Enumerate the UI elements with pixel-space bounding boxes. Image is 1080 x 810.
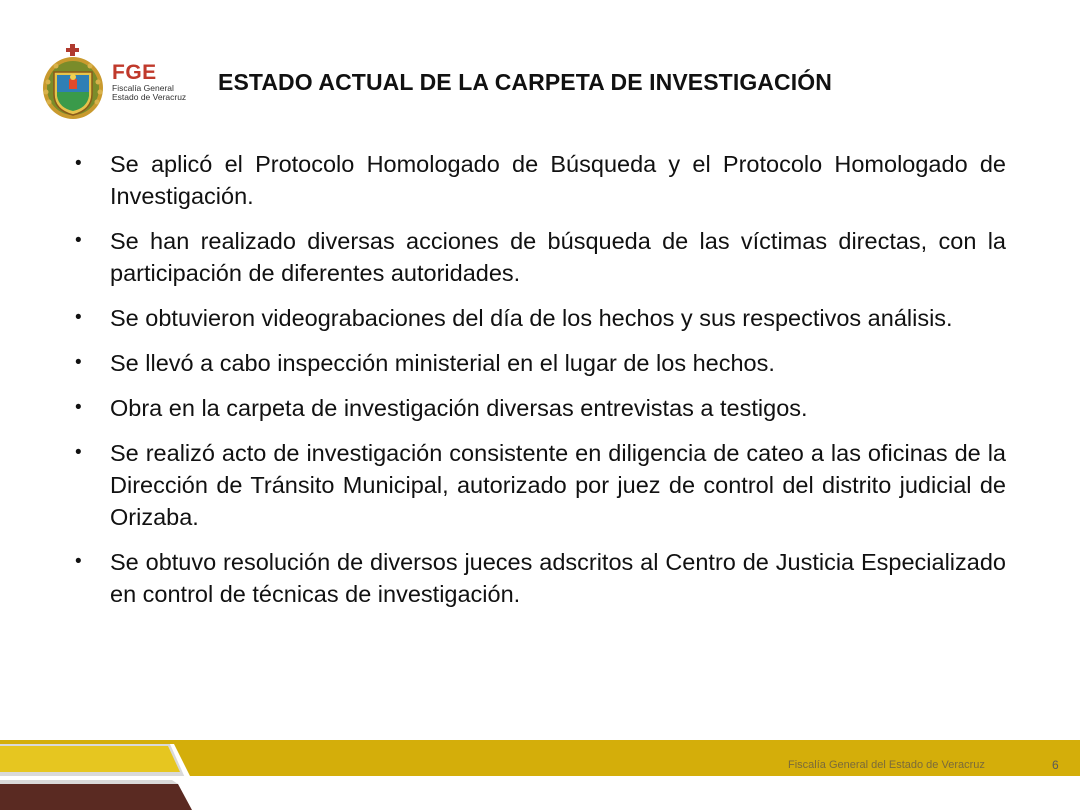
bullet-dot-icon: •: [75, 442, 82, 463]
bullet-dot-icon: •: [75, 153, 82, 174]
bullet-dot-icon: •: [75, 551, 82, 572]
bullet-text: Se han realizado diversas acciones de búsqueda de las víctimas directas, con la participación de diferentes autoridades.: [110, 228, 1006, 286]
bullet-list: [72, 148, 1006, 623]
page-number: 6: [1052, 758, 1059, 772]
bullet-item: [72, 347, 1006, 379]
bullet-text: Se aplicó el Protocolo Homologado de Búsqueda y el Protocolo Homologado de Investigación.: [110, 151, 1006, 209]
bullet-item: [72, 392, 1006, 424]
logo: [40, 44, 210, 120]
bullet-dot-icon: •: [75, 397, 82, 418]
footer-band: [0, 740, 1080, 810]
bullet-dot-icon: •: [75, 307, 82, 328]
bullet-item: [72, 437, 1006, 533]
bullet-text: Se realizó acto de investigación consistente en diligencia de cateo a las oficinas de la Dirección de Tránsito Municipal, autorizado por juez de control del distrito judicial de Orizaba.: [110, 440, 1006, 530]
veracruz-crest-icon: [40, 44, 106, 120]
fge-line-2: Estado de Veracruz: [112, 92, 187, 102]
footer-organization: Fiscalía General del Estado de Veracruz: [788, 759, 985, 771]
slide-title: ESTADO ACTUAL DE LA CARPETA DE INVESTIGACIÓN: [218, 69, 832, 95]
bullet-item: [72, 302, 1006, 334]
bullet-dot-icon: •: [75, 352, 82, 373]
footer-gold-accent: [0, 746, 180, 772]
footer-brown-strip: [0, 784, 192, 810]
bullet-item: [72, 225, 1006, 289]
footer-gray-lower: [0, 780, 178, 784]
bullet-text: Se llevó a cabo inspección ministerial en el lugar de los hechos.: [110, 350, 775, 376]
bullet-dot-icon: •: [75, 230, 82, 251]
fge-line-1: Fiscalía General: [112, 83, 174, 93]
bullet-item: [72, 148, 1006, 212]
bullet-text: Se obtuvo resolución de diversos jueces adscritos al Centro de Justicia Especializado en control de técnicas de investigación.: [110, 549, 1006, 607]
fge-acronym: FGE: [112, 61, 157, 84]
bullet-item: [72, 546, 1006, 610]
fge-wordmark: [112, 62, 212, 102]
bullet-text: Se obtuvieron videograbaciones del día de los hechos y sus respectivos análisis.: [110, 305, 953, 331]
bullet-text: Obra en la carpeta de investigación diversas entrevistas a testigos.: [110, 395, 808, 421]
